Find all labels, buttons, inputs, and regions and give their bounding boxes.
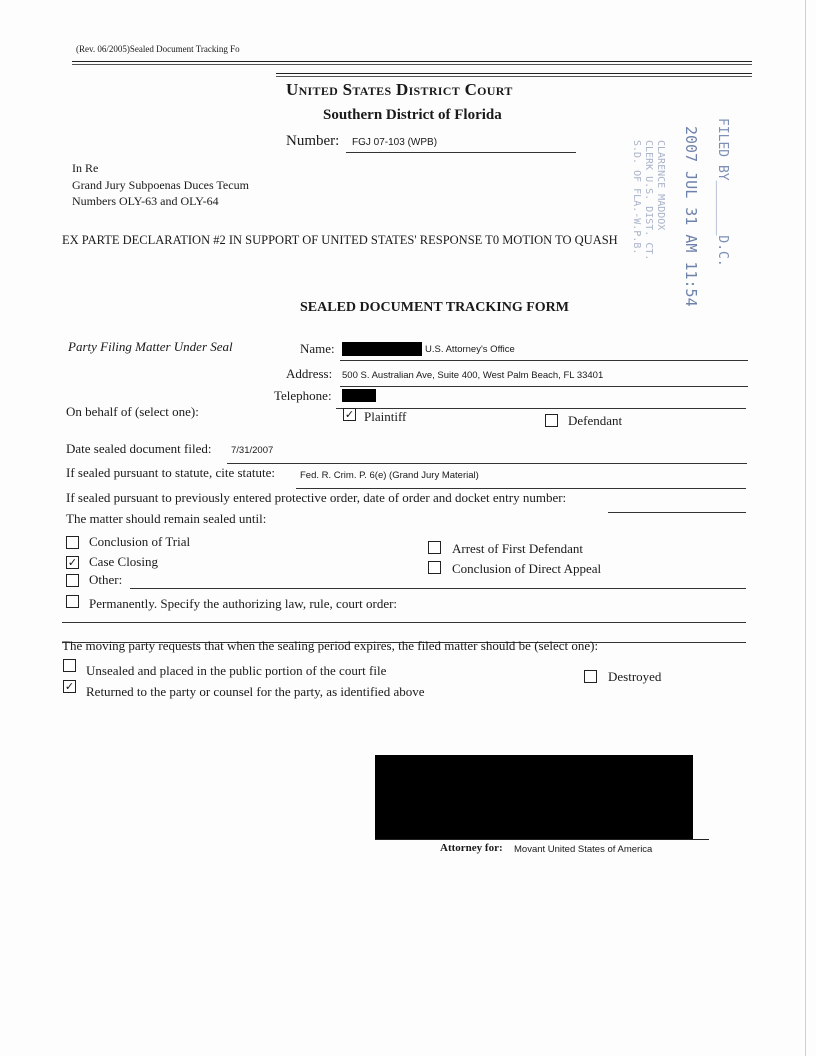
conclusion-of-trial-label: Conclusion of Trial: [89, 534, 191, 549]
other-checkbox[interactable]: [66, 574, 79, 587]
address-value: 500 S. Australian Ave, Suite 400, West Palm Beach, FL 33401: [342, 370, 604, 381]
name-label: Name:: [300, 341, 335, 356]
permanently-checkbox[interactable]: [66, 595, 79, 608]
in-re-label: In Re: [72, 161, 99, 175]
unsealed-checkbox[interactable]: [63, 659, 76, 672]
date-filed-label: Date sealed document filed:: [66, 441, 212, 456]
case-number-label: Number:: [286, 133, 340, 149]
unsealed-label: Unsealed and placed in the public portion of the court file: [86, 663, 387, 678]
plaintiff-checkbox[interactable]: ✓: [344, 408, 355, 421]
arrest-checkbox[interactable]: [428, 541, 441, 554]
declaration-title: EX PARTE DECLARATION #2 IN SUPPORT OF UNITED STATES' RESPONSE T0 MOTION TO QUASH: [62, 233, 618, 247]
stamp-date-time: 2007 JUL 31 AM 11:54: [682, 126, 700, 307]
signature-underline: [375, 839, 709, 840]
name-underline: [340, 360, 748, 361]
scan-edge: [805, 0, 806, 1056]
date-filed-value: 7/31/2007: [231, 445, 274, 456]
protective-order-underline: [608, 512, 746, 513]
header-rule: [72, 61, 752, 62]
plaintiff-label: Plaintiff: [364, 409, 407, 424]
arrest-label: Arrest of First Defendant: [452, 541, 584, 556]
direct-appeal-label: Conclusion of Direct Appeal: [452, 561, 602, 576]
case-number-value: FGJ 07-103 (WPB): [352, 137, 438, 148]
date-filed-underline: [227, 463, 747, 464]
telephone-redaction: [342, 389, 376, 402]
attorney-for-value: Movant United States of America: [514, 844, 653, 855]
case-caption-line1: Grand Jury Subpoenas Duces Tecum: [72, 178, 249, 192]
destroyed-label: Destroyed: [608, 669, 662, 684]
stamp-clerk-line2: CLERK U.S. DIST. CT.: [643, 140, 654, 261]
address-underline: [340, 386, 748, 387]
case-closing-label: Case Closing: [89, 554, 158, 569]
stamp-clerk-line1: CLARENCE MADDOX: [655, 140, 666, 231]
case-number-underline: [346, 152, 576, 153]
other-underline: [130, 588, 746, 589]
case-caption-line2: Numbers OLY-63 and OLY-64: [72, 194, 219, 208]
name-redaction: [342, 342, 422, 356]
header-rule-3: [276, 73, 752, 74]
stamp-clerk-line3: S.D. OF FLA.-W.P.B.: [631, 140, 642, 255]
defendant-label: Defendant: [568, 413, 623, 428]
revision-note: (Rev. 06/2005)Sealed Document Tracking Fo: [76, 44, 240, 54]
signature-redaction: [375, 755, 693, 839]
direct-appeal-checkbox[interactable]: [428, 561, 441, 574]
conclusion-of-trial-checkbox[interactable]: [66, 536, 79, 549]
address-label: Address:: [286, 366, 333, 381]
protective-order-label: If sealed pursuant to previously entered protective order, date of order and docket entry number:: [66, 490, 567, 505]
remain-sealed-label: The matter should remain sealed until:: [66, 511, 267, 526]
case-closing-checkbox[interactable]: ✓: [67, 556, 78, 569]
stamp-filed-by: FILED BY_______D.C.: [715, 118, 730, 267]
destroyed-checkbox[interactable]: [584, 670, 597, 683]
name-value: U.S. Attorney's Office: [425, 344, 515, 355]
statute-underline: [296, 488, 746, 489]
statute-label: If sealed pursuant to statute, cite statute:: [66, 465, 276, 480]
permanently-label: Permanently. Specify the authorizing law, rule, court order:: [89, 596, 398, 611]
telephone-label: Telephone:: [274, 388, 332, 403]
party-section-label: Party Filing Matter Under Seal: [68, 339, 233, 354]
expiry-question: The moving party requests that when the sealing period expires, the filed matter should be (select one):: [62, 638, 599, 653]
section-divider: [62, 622, 746, 623]
on-behalf-label: On behalf of (select one):: [66, 404, 199, 419]
statute-value: Fed. R. Crim. P. 6(e) (Grand Jury Material): [300, 470, 479, 481]
header-rule-2: [72, 64, 752, 65]
returned-checkbox[interactable]: ✓: [64, 680, 75, 693]
other-label: Other:: [89, 572, 123, 587]
returned-label: Returned to the party or counsel for the party, as identified above: [86, 684, 425, 699]
header-rule-4: [276, 76, 752, 77]
defendant-checkbox[interactable]: [545, 414, 558, 427]
district-name: Southern District of Florida: [323, 107, 502, 123]
form-title: SEALED DOCUMENT TRACKING FORM: [300, 300, 570, 315]
court-name: United States District Court: [286, 80, 513, 99]
attorney-for-label: Attorney for:: [440, 842, 503, 854]
